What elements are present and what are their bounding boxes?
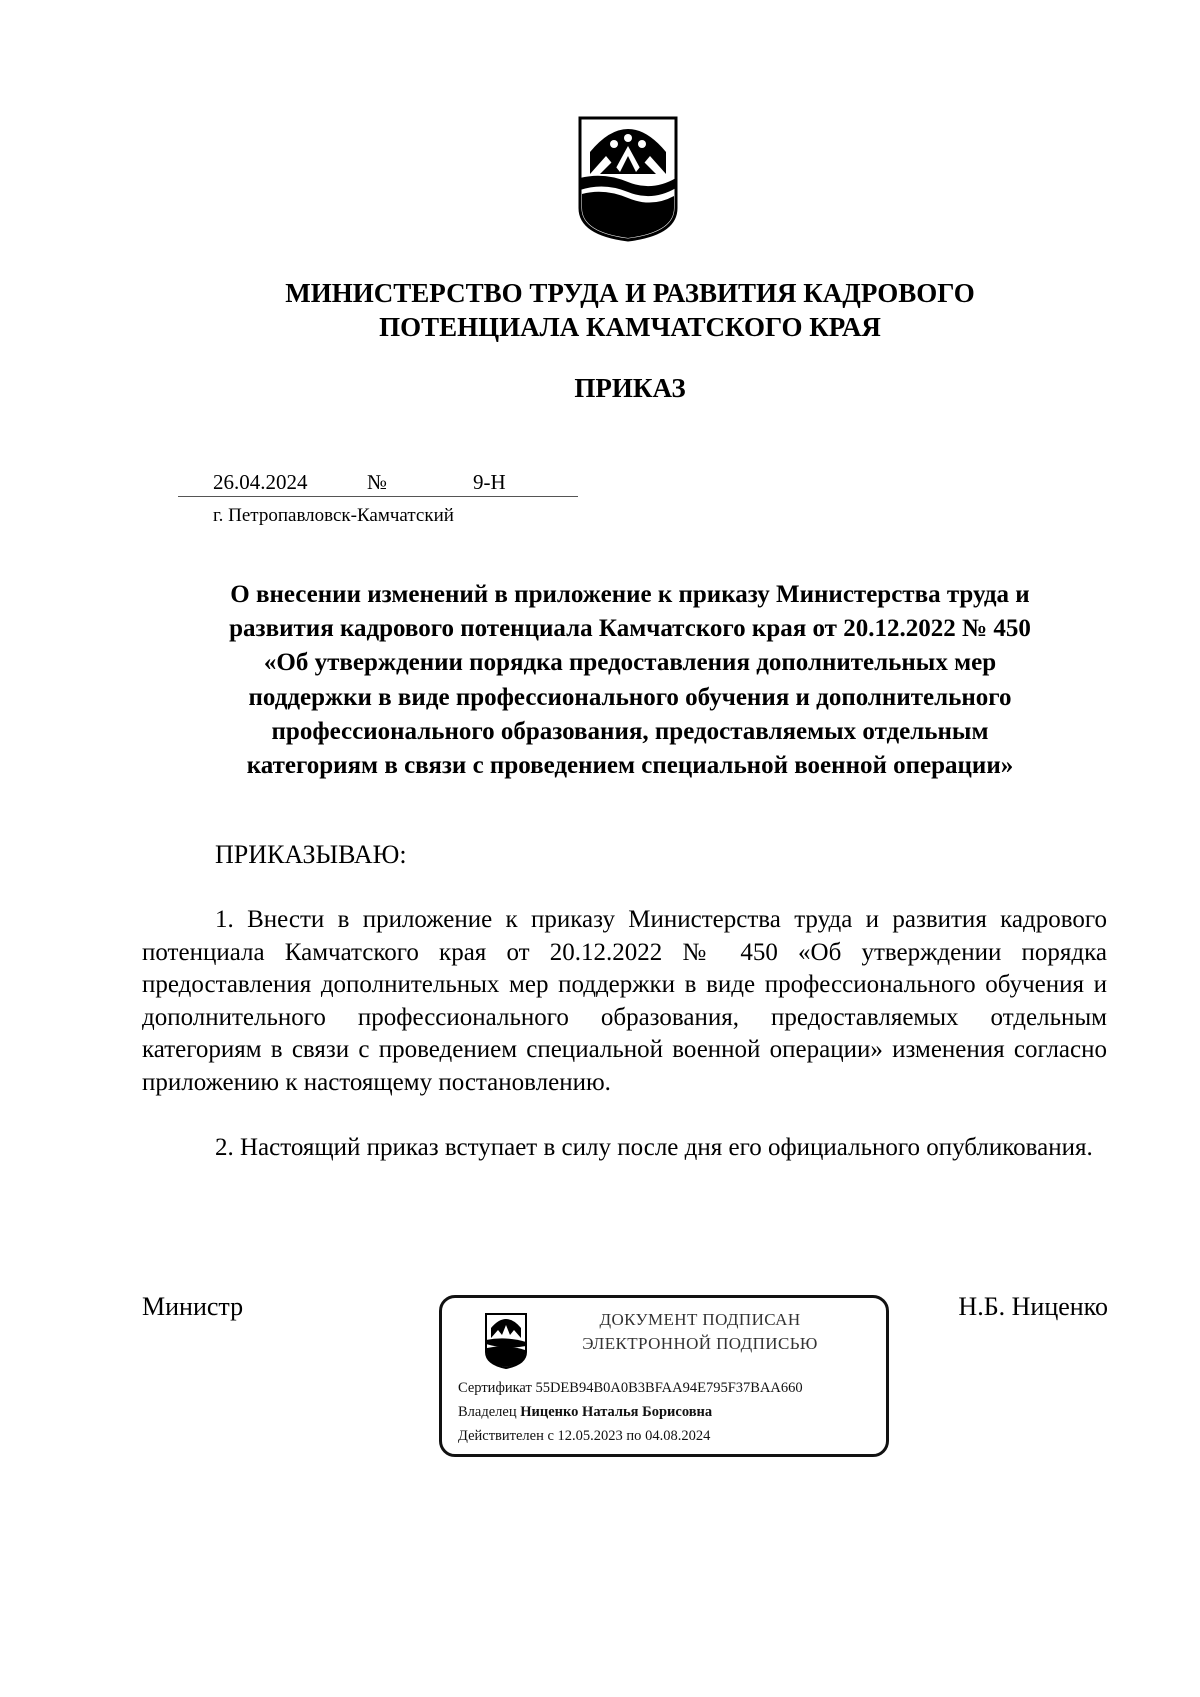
city: г. Петропавловск-Камчатский xyxy=(213,505,454,526)
order-word: ПРИКАЗЫВАЮ: xyxy=(215,840,407,869)
document-type: ПРИКАЗ xyxy=(574,373,686,403)
paragraph-1: 1. Внести в приложение к приказу Министерства труда и развития кадрового потенциала Камчатского края от 20.12.2022 № 450 «Об утверждении порядка предоставления дополнительных мер поддержки в виде профессионального обучения и дополнительного профессионального образования, предоставляемых отдельным категориям в связи с проведением специальной военной операции» изменения согласно приложению к настоящему постановлению. xyxy=(142,906,1107,1096)
stamp-title-line1: ДОКУМЕНТ ПОДПИСАН xyxy=(599,1310,801,1329)
valid-to: 04.08.2024 xyxy=(645,1428,711,1444)
electronic-signature-stamp xyxy=(439,1295,889,1457)
subject-line: профессионального образования, предоставляемых отдельным xyxy=(271,717,989,745)
signatory-position: Министр xyxy=(142,1292,244,1321)
certificate-label: Сертификат xyxy=(458,1380,532,1396)
stamp-title xyxy=(550,1308,850,1356)
subject-line: категориям в связи с проведением специальной военной операции» xyxy=(246,752,1014,780)
number-sign: № xyxy=(367,470,388,494)
certificate-row xyxy=(458,1380,803,1397)
order-number: 9-Н xyxy=(473,470,506,494)
ministry-name xyxy=(0,276,1200,344)
valid-label: Действителен xyxy=(458,1428,544,1444)
order-subject xyxy=(150,578,1110,783)
subject-line: поддержки в виде профессионального обучения и дополнительного xyxy=(248,683,1012,711)
registration-underline xyxy=(178,496,578,497)
subject-line: развития кадрового потенциала Камчатского края от 20.12.2022 № 450 xyxy=(229,615,1031,643)
ministry-name-line2: ПОТЕНЦИАЛА КАМЧАТСКОГО КРАЯ xyxy=(379,312,881,342)
coat-of-arms-icon xyxy=(482,1310,530,1370)
valid-from: 12.05.2023 xyxy=(557,1428,623,1444)
coat-of-arms-icon xyxy=(574,112,682,242)
subject-line: О внесении изменений в приложение к приказу Министерства труда и xyxy=(230,581,1030,608)
subject-line: «Об утверждении порядка предоставления дополнительных мер xyxy=(263,649,997,677)
validity-row xyxy=(458,1428,710,1445)
owner-name: Ниценко Наталья Борисовна xyxy=(520,1404,713,1420)
valid-to-label: по xyxy=(626,1428,642,1444)
ministry-name-line1: МИНИСТЕРСТВО ТРУДА И РАЗВИТИЯ КАДРОВОГО xyxy=(285,278,975,308)
order-date: 26.04.2024 xyxy=(213,470,308,494)
stamp-title-line2: ЭЛЕКТРОННОЙ ПОДПИСЬЮ xyxy=(582,1334,818,1353)
owner-label: Владелец xyxy=(458,1404,517,1420)
signatory-name: Н.Б. Ниценко xyxy=(958,1292,1108,1321)
owner-row xyxy=(458,1404,712,1421)
certificate-number: 55DEB94B0A0B3BFAA94E795F37BAA660 xyxy=(535,1380,803,1396)
valid-from-label: с xyxy=(547,1428,554,1444)
paragraph-2: 2. Настоящий приказ вступает в силу после дня его официального опубликования. xyxy=(215,1134,1093,1161)
